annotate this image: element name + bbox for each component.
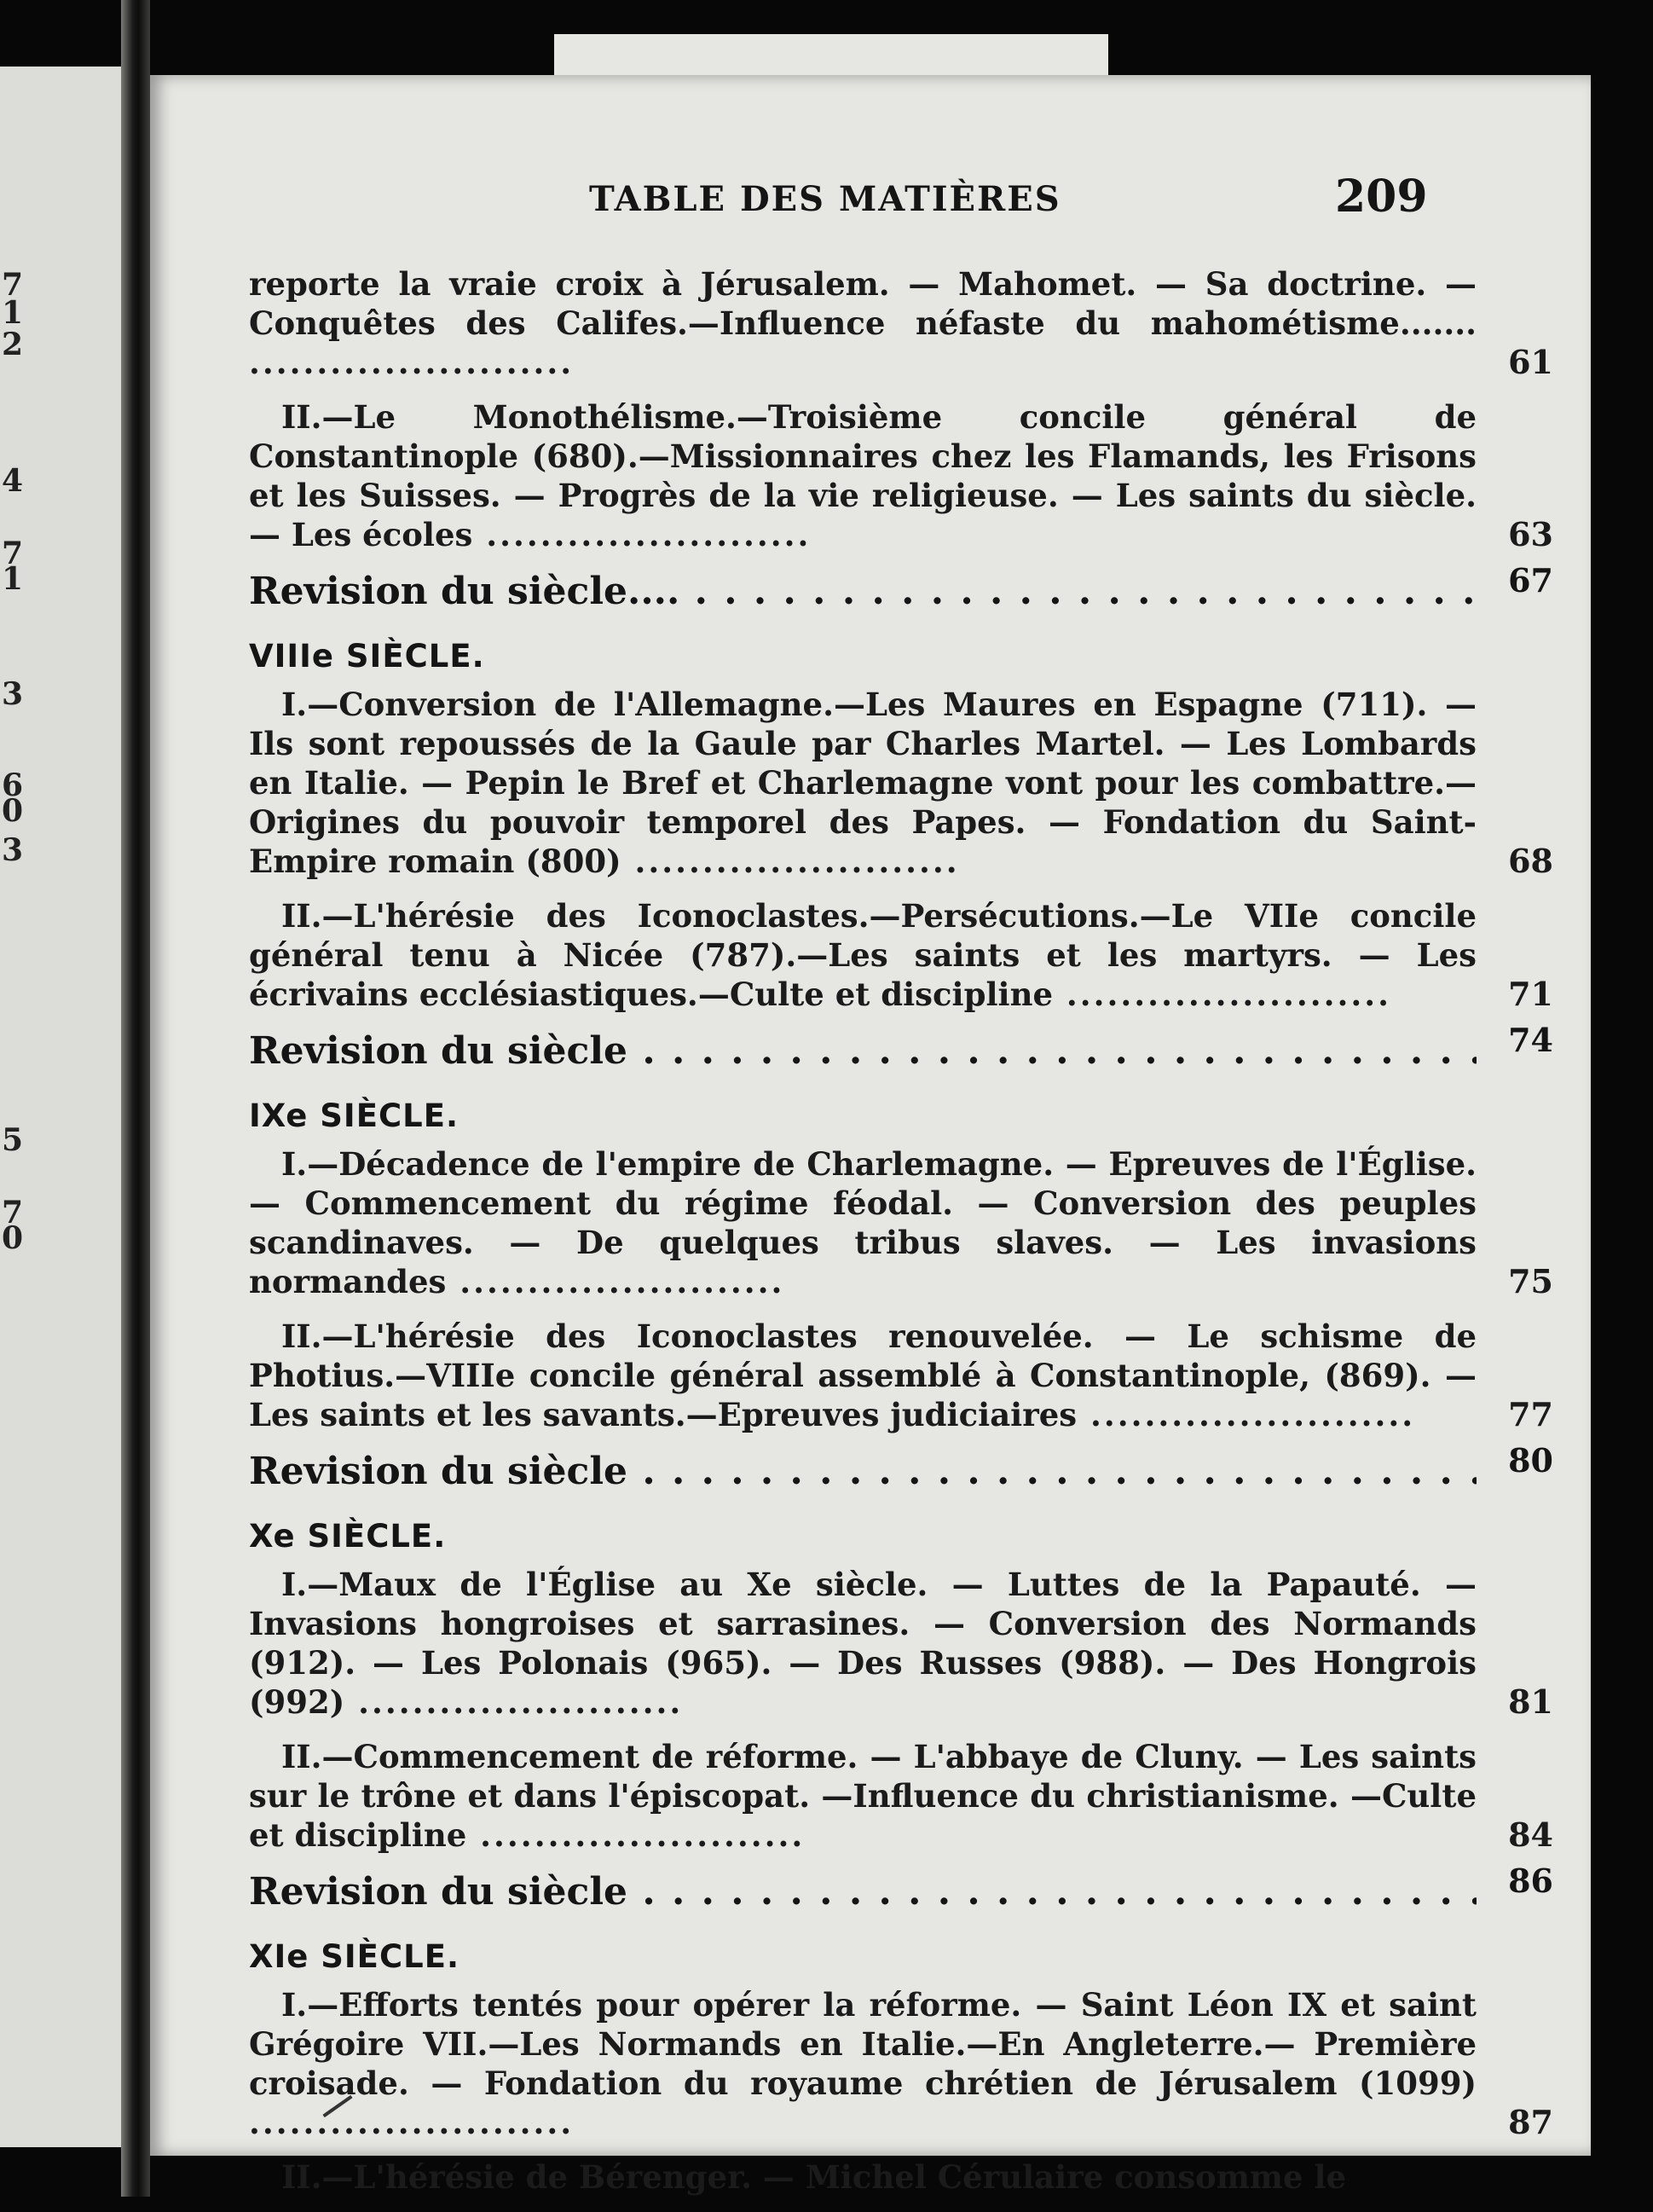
entry-page-number: 61: [1508, 343, 1553, 381]
revision-title: Revision du siècle . . .: [249, 1870, 1477, 1914]
entry-text: I.—Efforts tentés pour opérer la réforme. — Saint Léon IX et saint Grégoire VII.—Les Normands en Italie.—En Angleterre.— Première croisade. — Fondation du royaume chrétien de Jérusalem (1099): [249, 1986, 1477, 2102]
entry-page-number: 71: [1508, 975, 1553, 1013]
edge-numeral: 0: [2, 1220, 24, 1256]
toc-entry[interactable]: [249, 1144, 1553, 1301]
entry-text: II.—Le Monothélisme.—Troisième concile général de Constantinople (680).—Missionnaires chez les Flamands, les Frisons et les Suisses. — Progrès de la vie religieuse. — Les saints du siècle.— Les écoles: [249, 398, 1477, 553]
dot-leader: ........................: [249, 344, 575, 381]
toc-entry[interactable]: [249, 1985, 1553, 2142]
century-heading: VIIIe SIÈCLE.: [249, 638, 485, 675]
edge-numeral: 2: [2, 327, 24, 362]
edge-numeral: 7: [2, 536, 24, 571]
dot-leader: ........................: [446, 1263, 785, 1300]
page-top-strip: [554, 34, 1108, 78]
entry-page-number: 86: [1508, 1862, 1553, 1900]
edge-numeral: 1: [2, 295, 24, 331]
entry-page-number: 63: [1508, 515, 1553, 553]
dot-leader: ........................: [472, 516, 812, 553]
table-of-contents: [249, 264, 1553, 2212]
entry-page-number: 75: [1508, 1262, 1553, 1300]
entry-text: I.—Décadence de l'empire de Charlemagne. — Epreuves de l'Église. — Commencement du régime féodal. — Conversion des peuples scandinaves. — De quelques tribus slaves. — Les invasions normandes: [249, 1145, 1477, 1300]
revision-entry[interactable]: [249, 1441, 1553, 1494]
toc-entry[interactable]: [249, 264, 1553, 382]
century-heading: Xe SIÈCLE.: [249, 1518, 447, 1555]
dot-leader: ........................: [1053, 976, 1392, 1013]
edge-numeral: 6: [2, 767, 24, 803]
revision-title: Revision du siècle . . .: [249, 1029, 1477, 1074]
toc-entry[interactable]: [249, 1317, 1553, 1434]
revision-title: Revision du siècle . . .: [249, 1450, 1477, 1494]
dot-leader: ........................: [344, 1683, 684, 1721]
entry-text: II.—L'hérésie de Bérenger. — Michel Cérulaire consomme le: [281, 2158, 1347, 2196]
edge-numeral: 7: [2, 1195, 24, 1230]
edge-numeral: 3: [2, 676, 24, 712]
book-page: [150, 75, 1591, 2196]
dot-leader: ........................: [466, 1816, 806, 1854]
toc-entry[interactable]: [249, 1737, 1553, 1855]
entry-page-number: 74: [1508, 1021, 1553, 1059]
century-heading: IXe SIÈCLE.: [249, 1097, 459, 1134]
revision-title: Revision du siècle.... . . .: [249, 570, 1477, 614]
revision-entry[interactable]: [249, 1021, 1553, 1074]
toc-entry[interactable]: [249, 1565, 1553, 1722]
dot-leader: ........................: [621, 843, 960, 880]
dot-leader: ........................: [1077, 1396, 1416, 1433]
toc-entry-continued: [249, 2157, 1477, 2197]
edge-numeral: 5: [2, 1122, 24, 1158]
entry-page-number: 67: [1508, 561, 1553, 599]
edge-numeral: 1: [2, 561, 24, 597]
edge-numeral: 3: [2, 832, 24, 868]
entry-page-number: 77: [1508, 1395, 1553, 1433]
toc-entry[interactable]: [249, 397, 1553, 554]
facing-page-edge: [0, 67, 121, 2147]
entry-page-number: 68: [1508, 842, 1553, 880]
entry-page-number: 81: [1508, 1682, 1553, 1721]
dot-leader: ........................: [249, 2104, 575, 2141]
toc-entry[interactable]: [249, 896, 1553, 1014]
edge-numeral: 4: [2, 463, 24, 499]
entry-text: I.—Conversion de l'Allemagne.—Les Maures en Espagne (711). — Ils sont repoussés de la Gaule par Charles Martel. — Les Lombards en Italie. — Pepin le Bref et Charlemagne vont pour les combattre.—Origines du pouvoir temporel des Papes. — Fondation du Saint-Empire romain (800): [249, 686, 1477, 880]
entry-text: reporte la vraie croix à Jérusalem. — Mahomet. — Sa doctrine. — Conquêtes des Califes.—Influence néfaste du mahométisme.......: [249, 265, 1477, 342]
running-title: TABLE DES MATIÈRES: [589, 179, 1061, 219]
page-number: 209: [1335, 171, 1428, 223]
century-heading: XIe SIÈCLE.: [249, 1938, 460, 1975]
entry-page-number: 84: [1508, 1815, 1553, 1854]
revision-entry[interactable]: [249, 561, 1553, 614]
entry-text: II.—L'hérésie des Iconoclastes renouvelée. — Le schisme de Photius.—VIIIe concile général assemblé à Constantinople, (869). —Les saints et les savants.—Epreuves judiciaires: [249, 1317, 1477, 1433]
entry-text: II.—Commencement de réforme. — L'abbaye de Cluny. — Les saints sur le trône et dans l'épiscopat. —Influence du christianisme. —Culte et discipline: [249, 1738, 1477, 1854]
page-header: [150, 171, 1591, 239]
entry-page-number: 87: [1508, 2103, 1553, 2141]
toc-entry[interactable]: [249, 685, 1553, 881]
entry-text: I.—Maux de l'Église au Xe siècle. — Luttes de la Papauté. — Invasions hongroises et sarrasines. — Conversion des Normands (912). — Les Polonais (965). — Des Russes (988). — Des Hongrois (992): [249, 1566, 1477, 1721]
edge-numeral: 0: [2, 793, 24, 829]
entry-page-number: 80: [1508, 1441, 1553, 1479]
edge-numeral: 7: [2, 267, 24, 303]
entry-text: II.—L'hérésie des Iconoclastes.—Persécutions.—Le VIIe concile général tenu à Nicée (787).—Les saints et les martyrs. — Les écrivains ecclésiastiques.—Culte et discipline: [249, 897, 1477, 1013]
revision-entry[interactable]: [249, 1862, 1553, 1914]
book-gutter: [121, 0, 150, 2197]
